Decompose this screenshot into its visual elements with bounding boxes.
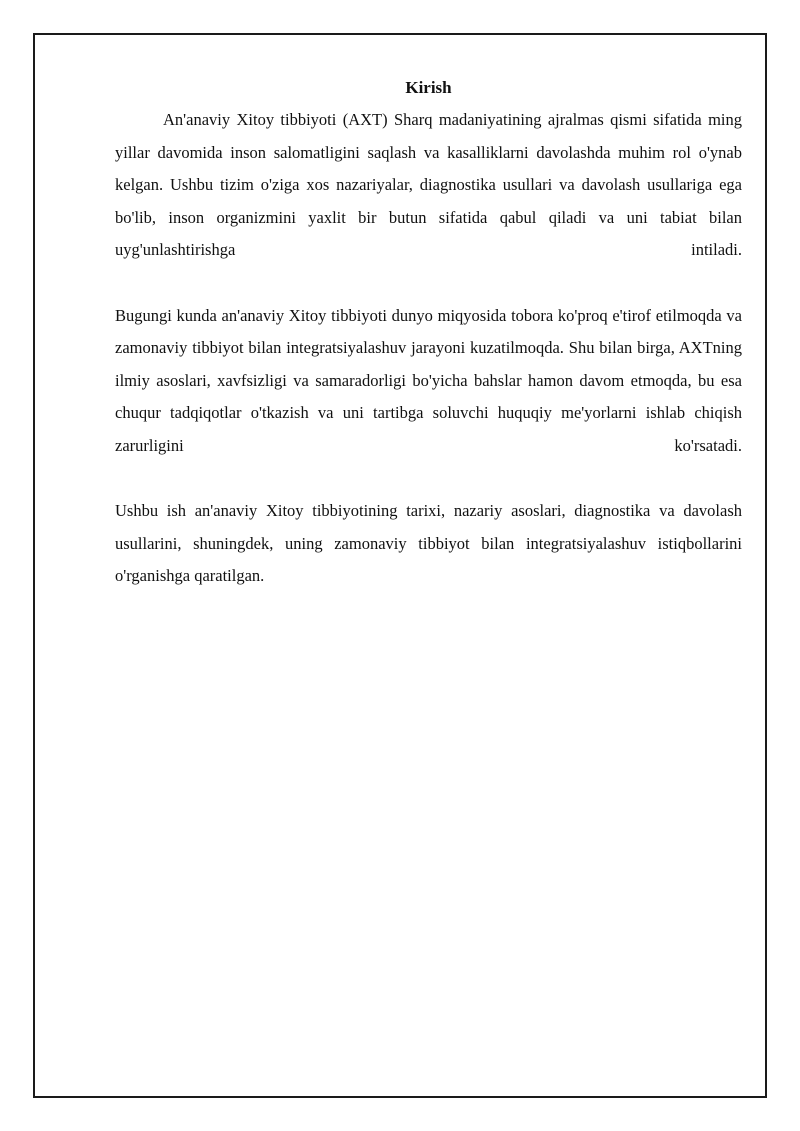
paragraph-today: Bugungi kunda an'anaviy Xitoy tibbiyoti dunyo miqyosida tobora ko'proq e'tirof etilmoqda va zamonaviy tibbiyot bilan integratsiyalashuv jarayoni kuzatilmoqda. Shu bilan birga, AXTning ilmiy asoslari, xavfsizligi va samaradorligi bo'yicha bahslar hamon davom etmoqda, bu esa chuqur tadqiqotlar o'tkazish va uni tartibga soluvchi huquqiy me'yorlarni ishlab chiqish zarurligini ko'rsatadi. xyxy=(115,305,742,455)
document-body xyxy=(115,76,742,626)
paragraph-aim: Ushbu ish an'anaviy Xitoy tibbiyotining tarixi, nazariy asoslari, diagnostika va davolash usullarini, shuningdek, uning zamonaviy tibbiyot bilan integratsiyalashuv istiqbollarini o'rganishga qaratilgan. xyxy=(115,501,742,586)
document-title: Kirish xyxy=(405,78,452,97)
paragraph-intro: An'anaviy Xitoy tibbiyoti (AXT) Sharq madaniyatining ajralmas qismi sifatida ming yillar davomida inson salomatligini saqlash va kasalliklarni davolashda muhim rol o'ynab kelgan. Ushbu tizim o'ziga xos nazariyalar, diagnostika usullari va davolash usullariga ega bo'lib, inson organizmini yaxlit bir butun sifatida qabul qiladi va uni tabiat bilan uyg'unlashtirishga intiladi. xyxy=(115,110,742,260)
